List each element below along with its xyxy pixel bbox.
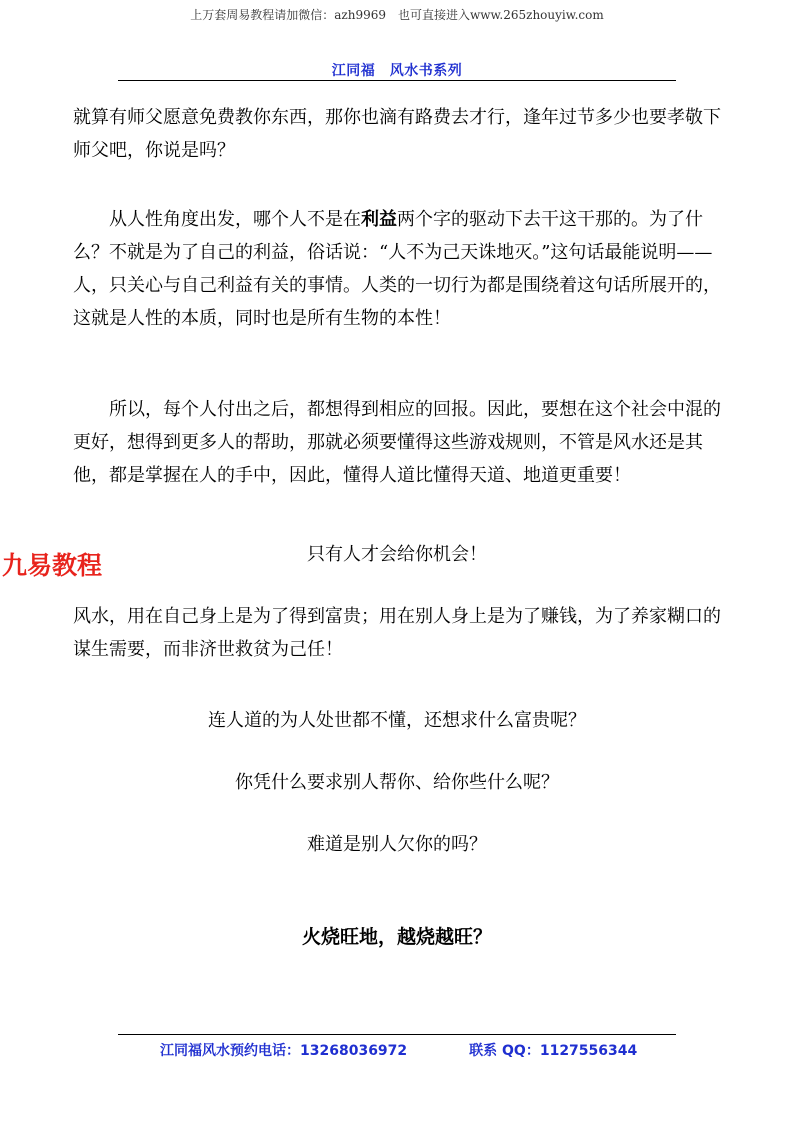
paragraph-2-text-after: 两个字的驱动下去干这干那的。为了什么？不就是为了自己的利益，俗话说：“人不为己天诛地灭。”这句话最能说明——人，只关心与自己利益有关的事情。人类的一切行为都是围绕着这句话所展开的，这就是人性的本质，同时也是所有生物的本性！ xyxy=(73,209,721,329)
footer-divider xyxy=(118,1034,676,1035)
footer-qq: 联系 QQ：1127556344 xyxy=(469,1043,638,1059)
brand-stamp: 九易教程 xyxy=(2,551,103,580)
footer-contact xyxy=(160,1040,637,1060)
centered-line-3: 你凭什么要求别人帮你、给你些什么呢？ xyxy=(235,772,559,793)
series-header-title: 江同福 风水书系列 xyxy=(331,63,463,79)
paragraph-2 xyxy=(73,203,733,335)
centered-line-4: 难道是别人欠你的吗？ xyxy=(307,834,487,855)
centered-line-2: 连人道的为人处世都不懂，还想求什么富贵呢？ xyxy=(208,710,586,731)
closing-heading: 火烧旺地，越烧越旺？ xyxy=(301,926,492,948)
paragraph-2-text-before: 从人性角度出发，哪个人不是在 xyxy=(109,209,361,230)
watermark-text: 上万套周易教程请加微信：azh9969 也可直接进入www.265zhouyiw.com xyxy=(190,8,604,22)
header-divider xyxy=(118,80,676,81)
paragraph-4: 风水，用在自己身上是为了得到富贵；用在别人身上是为了赚钱，为了养家糊口的谋生需要，而非济世救贫为己任！ xyxy=(73,606,721,660)
paragraph-1: 就算有师父愿意免费教你东西，那你也滴有路费去才行，逢年过节多少也要孝敬下师父吧，你说是吗？ xyxy=(73,107,721,161)
footer-phone: 江同福风水预约电话：13268036972 xyxy=(160,1043,408,1059)
keyword-benefit: 利益 xyxy=(361,209,397,230)
paragraph-3: 所以，每个人付出之后，都想得到相应的回报。因此，要想在这个社会中混的更好，想得到更多人的帮助，那就必须要懂得这些游戏规则，不管是风水还是其他，都是掌握在人的手中，因此，懂得人道比懂得天道、地道更重要！ xyxy=(73,399,721,486)
centered-line-1: 只有人才会给你机会！ xyxy=(307,544,487,565)
